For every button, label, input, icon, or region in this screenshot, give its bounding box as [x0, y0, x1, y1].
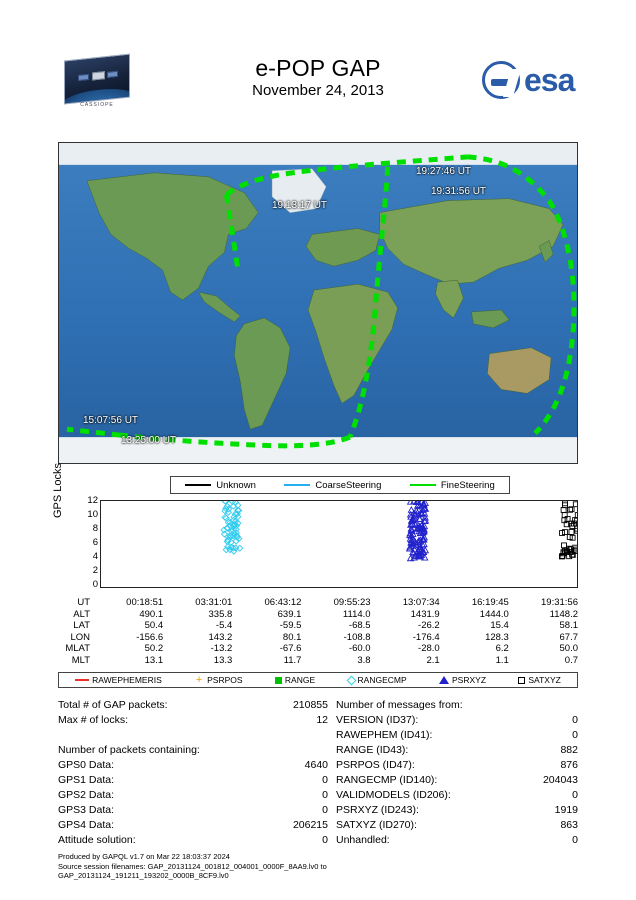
cell: 19:31:56 [541, 597, 578, 608]
gps-locks-ylabel: GPS Locks [52, 462, 64, 518]
diamond-symbol-icon [346, 675, 356, 685]
summary-value [228, 743, 328, 758]
summary-value: 882 [560, 744, 578, 756]
summary-row [336, 758, 578, 773]
summary-value [511, 698, 578, 713]
summary-label: SATXYZ (ID270): [336, 819, 417, 831]
summary-label: Attitude solution: [58, 834, 136, 846]
summary-label: VERSION (ID37): [336, 714, 419, 726]
map-time-label: 13:25:00 UT [121, 435, 177, 446]
cell: 1.1 [495, 654, 509, 666]
cell: 1444.0 [479, 608, 509, 620]
page-subtitle: November 24, 2013 [252, 82, 384, 99]
row-label: LON [70, 631, 90, 643]
footer-line: GAP_20131124_191211_193202_0000B_8CF9.lv0 [58, 871, 229, 880]
cell: 13.3 [213, 654, 233, 666]
orbit-parameters-table [58, 597, 578, 666]
cell: 16:19:45 [471, 597, 509, 608]
open-square-symbol-icon [518, 677, 525, 684]
legend-item-range [275, 675, 315, 685]
cell: 03:31:01 [195, 597, 233, 608]
summary-value: 863 [560, 819, 578, 831]
summary-value: 210855 [292, 699, 328, 711]
summary-value: 204043 [542, 774, 578, 786]
map-time-label: 15:07:56 UT [83, 415, 139, 426]
y-tick: 2 [92, 565, 98, 576]
summary-row [58, 758, 328, 773]
summary-label: RAWEPHEM (ID41): [336, 729, 433, 741]
cell: 2.1 [426, 654, 440, 666]
cell: 50.0 [559, 643, 578, 654]
summary-value: 12 [316, 714, 328, 726]
legend-item-satxyz [518, 675, 560, 685]
summary-label: GPS4 Data: [58, 819, 115, 831]
footer-line: Source session filenames: GAP_20131124_001812_004001_0000F_8AA9.lv0 to [58, 861, 327, 871]
summary-row [336, 698, 578, 713]
cell: 6.2 [495, 643, 509, 654]
cell: 80.1 [282, 631, 302, 643]
summary-label: Total # of GAP packets: [58, 699, 168, 711]
y-tick: 4 [92, 551, 98, 562]
cell: 1148.2 [549, 608, 578, 620]
legend-label: CoarseSteering [315, 479, 382, 491]
summary-label: Unhandled: [336, 834, 390, 846]
legend-label: PSRPOS [207, 675, 243, 685]
summary-row [58, 773, 328, 788]
cell: -176.4 [412, 631, 440, 643]
legend-label: PSRXYZ [452, 675, 487, 685]
summary-row [336, 788, 578, 803]
summary-row [336, 803, 578, 818]
legend-label: Unknown [216, 479, 256, 491]
legend-item-coarsesteering [284, 480, 381, 491]
summary-value: 0 [322, 774, 328, 786]
cell: -26.2 [418, 620, 440, 631]
cell: -5.4 [215, 620, 233, 631]
line-symbol-icon [75, 679, 89, 681]
legend-swatch-unknown [185, 484, 211, 486]
mission-logo-caption: CASSIOPE [80, 102, 114, 108]
summary-row [58, 818, 328, 833]
summary-label: Max # of locks: [58, 714, 129, 726]
table-row [58, 643, 578, 655]
summary-row [58, 788, 328, 803]
legend-item-psrxyz [439, 675, 486, 685]
legend-item-rangecmp [348, 675, 407, 685]
table-row [58, 655, 578, 667]
summary-left-column [58, 698, 328, 848]
legend-item-psrpos [194, 675, 242, 685]
cell: 128.3 [485, 631, 509, 643]
cell: 1114.0 [342, 608, 371, 620]
legend-item-unknown [185, 480, 256, 491]
packet-type-legend [58, 672, 578, 688]
cell: -60.0 [348, 643, 371, 654]
cell: -59.5 [279, 620, 302, 631]
summary-value: 4640 [304, 759, 328, 771]
table-row [58, 620, 578, 632]
summary-value: 876 [560, 759, 578, 771]
map-time-label: 19:13:17 UT [272, 200, 328, 211]
summary-value: 0 [322, 834, 328, 846]
summary-row [336, 743, 578, 758]
footer-provenance [58, 852, 578, 881]
summary-row [336, 728, 578, 743]
map-time-label: 19:27:46 UT [416, 166, 472, 177]
cell: 06:43:12 [264, 597, 302, 608]
summary-value: 0 [572, 729, 578, 741]
cell: -68.5 [348, 620, 371, 631]
summary-value: 0 [322, 804, 328, 816]
summary-row [336, 713, 578, 728]
cell: 11.7 [283, 654, 302, 666]
world-map-svg [59, 143, 577, 463]
row-label: UT [77, 597, 90, 608]
table-row [58, 632, 578, 644]
cell: 335.8 [208, 608, 233, 620]
cell: 1431.9 [410, 608, 440, 620]
summary-label: PSRPOS (ID47): [336, 759, 415, 771]
cell: 00:18:51 [126, 597, 164, 608]
summary-row [336, 818, 578, 833]
cell: 50.4 [144, 620, 164, 631]
cell: 490.1 [139, 608, 164, 620]
summary-label: GPS1 Data: [58, 774, 115, 786]
summary-right-column [336, 698, 578, 848]
cell: -67.6 [279, 643, 302, 654]
summary-label: PSRXYZ (ID243): [336, 804, 419, 816]
row-label: MLAT [65, 643, 90, 654]
cell: -28.0 [418, 643, 440, 654]
y-tick: 6 [92, 537, 98, 548]
cell: 09:55:23 [333, 597, 371, 608]
summary-value: 0 [322, 789, 328, 801]
summary-label: GPS3 Data: [58, 804, 115, 816]
map-time-label: 19:31:56 UT [431, 186, 487, 197]
summary-label: RANGE (ID43): [336, 744, 409, 756]
summary-row [58, 803, 328, 818]
row-label: MLT [71, 654, 90, 666]
cell: 50.2 [144, 643, 164, 654]
gps-locks-svg [101, 501, 577, 587]
summary-value: 1919 [554, 804, 578, 816]
row-label: LAT [73, 620, 90, 631]
legend-label: RANGE [284, 675, 316, 685]
esa-logo-text: esa [524, 62, 575, 98]
gps-locks-canvas [100, 500, 578, 588]
legend-swatch-finesteering [410, 484, 436, 486]
summary-row [336, 833, 578, 848]
cell: -156.6 [136, 631, 164, 643]
summary-label: Number of packets containing: [58, 744, 200, 756]
world-map-track-plot [58, 142, 578, 464]
legend-label: SATXYZ [528, 675, 561, 685]
spacer [58, 728, 328, 743]
summary-value: 0 [572, 834, 578, 846]
summary-value: 0 [572, 714, 578, 726]
cell: -13.2 [210, 643, 233, 654]
table-row [58, 609, 578, 621]
summary-label: Number of messages from: [336, 699, 463, 711]
summary-row [58, 833, 328, 848]
cell: -108.8 [343, 631, 371, 643]
cell: 0.7 [564, 654, 578, 666]
summary-label: GPS2 Data: [58, 789, 115, 801]
y-tick: 12 [87, 495, 98, 506]
footer-line: Produced by GAPQL v1.7 on Mar 22 18:03:37 2024 [58, 852, 230, 861]
row-label: ALT [73, 608, 90, 620]
table-row [58, 597, 578, 609]
summary-row [336, 773, 578, 788]
plus-symbol-icon: + [195, 674, 203, 686]
legend-item-rawephemeris [75, 675, 162, 685]
page-header [0, 55, 636, 115]
esa-logo-icon [482, 61, 592, 101]
y-tick: 10 [87, 509, 98, 520]
summary-label: GPS0 Data: [58, 759, 115, 771]
summary-label: RANGECMP (ID140): [336, 774, 438, 786]
summary-row [58, 743, 328, 758]
map-legend [170, 476, 510, 494]
cell: 58.1 [559, 620, 578, 631]
legend-swatch-coarsesteering [284, 484, 310, 486]
cell: 15.4 [490, 620, 509, 631]
cell: 13.1 [144, 654, 164, 666]
y-tick: 0 [92, 579, 98, 590]
square-symbol-icon [275, 677, 282, 684]
cell: 3.8 [357, 654, 371, 666]
legend-label: RANGECMP [357, 675, 407, 685]
summary-label: VALIDMODELS (ID206): [336, 789, 451, 801]
cell: 639.1 [277, 608, 302, 620]
page-title: e-POP GAP [255, 55, 381, 81]
cell: 143.2 [208, 631, 233, 643]
legend-label: FineSteering [440, 479, 495, 491]
cell: 67.7 [559, 631, 578, 643]
summary-value: 0 [572, 789, 578, 801]
triangle-symbol-icon [439, 676, 449, 684]
cell: 13:07:34 [402, 597, 440, 608]
y-tick: 8 [92, 523, 98, 534]
summary-row [58, 698, 328, 713]
summary-row [58, 713, 328, 728]
summary-value: 206215 [292, 819, 328, 831]
legend-item-finesteering [410, 480, 495, 491]
legend-label: RAWEPHEMERIS [92, 675, 162, 685]
